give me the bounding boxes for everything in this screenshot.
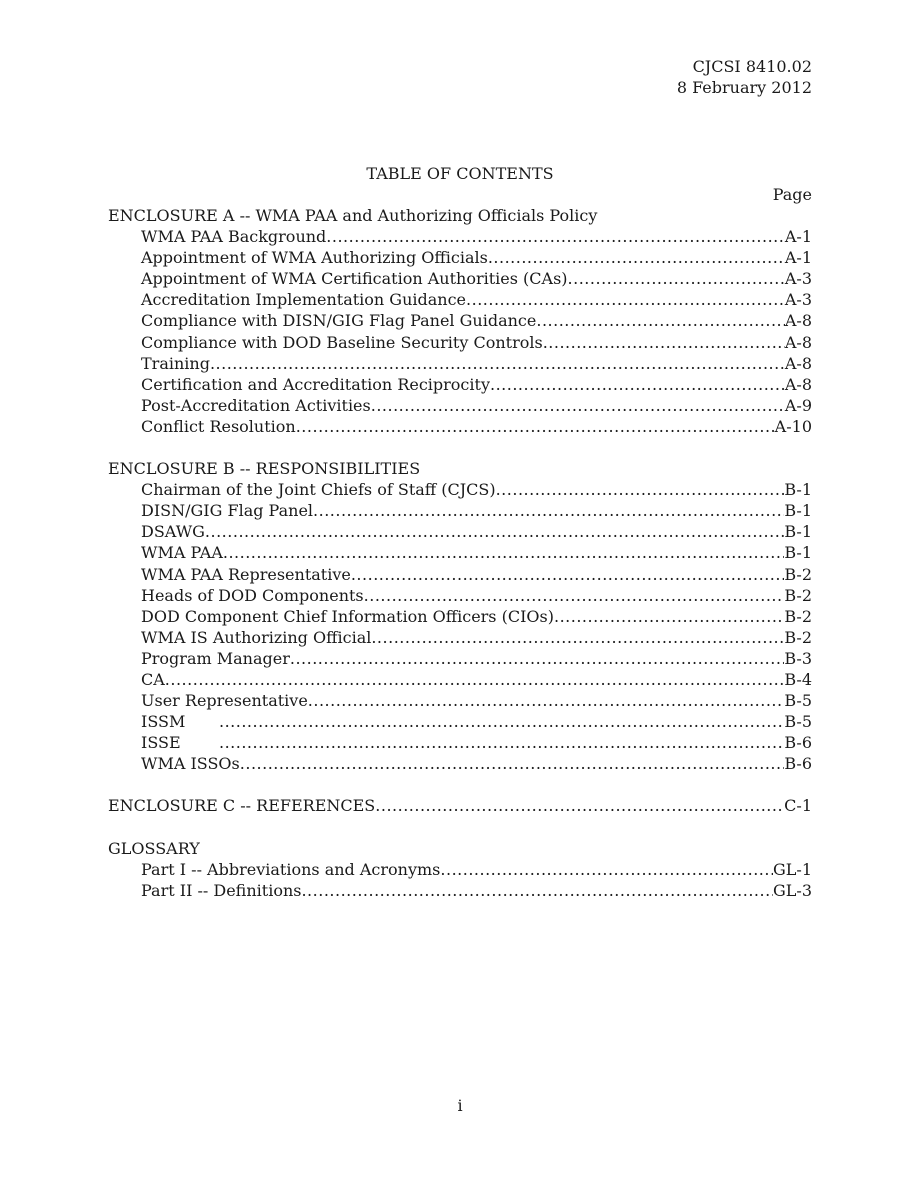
- entry-title: Appointment of WMA Certification Authorities (CAs): [141, 269, 568, 289]
- page-column-label: Page: [772, 185, 812, 204]
- dot-leader: [496, 479, 785, 500]
- entry-title: Program Manager: [141, 648, 290, 668]
- entry-page: B-5: [784, 712, 812, 732]
- toc-entry[interactable]: [108, 795, 812, 816]
- entry-page: B-2: [784, 585, 812, 605]
- section-heading: ENCLOSURE B -- RESPONSIBILITIES: [108, 459, 421, 479]
- dot-leader: [296, 416, 775, 437]
- document-id: CJCSI 8410.02: [692, 57, 812, 76]
- dot-leader: [290, 648, 785, 669]
- dot-leader: [240, 753, 785, 774]
- toc-entry[interactable]: [108, 416, 812, 437]
- section-heading: ENCLOSURE A -- WMA PAA and Authorizing Officials Policy: [108, 206, 598, 225]
- toc-entry[interactable]: [108, 479, 812, 500]
- dot-leader: [364, 585, 785, 606]
- entry-title: Certification and Accreditation Reciprocity: [141, 374, 490, 394]
- toc-title: TABLE OF CONTENTS: [366, 164, 554, 183]
- toc-entry[interactable]: [108, 859, 812, 880]
- entry-title: WMA PAA Representative: [141, 564, 351, 584]
- entry-title: Chairman of the Joint Chiefs of Staff (CJCS): [141, 480, 496, 500]
- dot-leader: [371, 627, 784, 648]
- entry-page: B-6: [784, 754, 812, 774]
- toc-entry[interactable]: [108, 310, 812, 331]
- page-number: i: [457, 1096, 463, 1115]
- dot-leader: [490, 374, 785, 395]
- entry-page: GL-1: [773, 859, 812, 879]
- section-enclosure-a: [108, 205, 812, 437]
- entry-page: B-5: [784, 691, 812, 711]
- section-glossary: [108, 838, 812, 901]
- dot-leader: [219, 711, 784, 732]
- entry-page: GL-3: [773, 880, 812, 900]
- entry-page: B-2: [784, 606, 812, 626]
- entry-title: Accreditation Implementation Guidance: [141, 290, 467, 310]
- dot-leader: [375, 795, 784, 816]
- toc-entry[interactable]: [108, 880, 812, 901]
- dot-leader: [568, 268, 785, 289]
- entry-title: WMA ISSOs: [141, 754, 240, 774]
- entry-page: A-9: [784, 395, 812, 415]
- toc-entry[interactable]: [108, 395, 812, 416]
- entry-title: Post-Accreditation Activities: [141, 395, 371, 415]
- document-date: 8 February 2012: [676, 78, 812, 97]
- toc-entry[interactable]: [108, 711, 812, 732]
- dot-leader: [313, 500, 784, 521]
- dot-leader: [466, 289, 785, 310]
- toc-entry[interactable]: [108, 247, 812, 268]
- entry-title: CA: [141, 669, 165, 689]
- toc-entry[interactable]: [108, 753, 812, 774]
- entry-page: A-1: [784, 227, 812, 247]
- section-heading: GLOSSARY: [108, 838, 200, 858]
- entry-page: B-1: [784, 480, 812, 500]
- entry-page: B-6: [784, 733, 812, 753]
- entry-page: A-10: [774, 416, 812, 436]
- entry-page: B-1: [784, 501, 812, 521]
- toc-entry[interactable]: [108, 226, 812, 247]
- dot-leader: [326, 226, 785, 247]
- entry-page: B-4: [784, 669, 812, 689]
- dot-leader: [440, 859, 773, 880]
- dot-leader: [371, 395, 785, 416]
- dot-leader: [351, 564, 785, 585]
- entry-title: Compliance with DISN/GIG Flag Panel Guidance: [141, 311, 537, 331]
- entry-title: ENCLOSURE C -- REFERENCES: [108, 796, 376, 816]
- toc-entry[interactable]: [108, 585, 812, 606]
- entry-title: Appointment of WMA Authorizing Officials: [141, 248, 488, 268]
- entry-page: A-8: [784, 374, 812, 394]
- toc-entry[interactable]: [108, 669, 812, 690]
- toc-entry[interactable]: [108, 374, 812, 395]
- entry-page: C-1: [784, 796, 812, 816]
- table-of-contents: [108, 205, 812, 922]
- entry-page: B-3: [784, 648, 812, 668]
- dot-leader: [223, 542, 784, 563]
- dot-leader: [301, 880, 773, 901]
- entry-title: Training: [141, 353, 210, 373]
- entry-page: A-1: [784, 248, 812, 268]
- toc-entry[interactable]: [108, 521, 812, 542]
- entry-title: WMA PAA: [141, 543, 223, 563]
- dot-leader: [536, 310, 785, 331]
- entry-page: B-1: [784, 543, 812, 563]
- toc-entry[interactable]: [108, 500, 812, 521]
- entry-title: Compliance with DOD Baseline Security Controls: [141, 332, 543, 352]
- toc-entry[interactable]: [108, 353, 812, 374]
- entry-title: DISN/GIG Flag Panel: [141, 501, 314, 521]
- entry-title: DOD Component Chief Information Officers (CIOs): [141, 606, 554, 626]
- toc-entry[interactable]: [108, 648, 812, 669]
- toc-entry[interactable]: [108, 732, 812, 753]
- dot-leader: [488, 247, 785, 268]
- toc-entry[interactable]: [108, 332, 812, 353]
- entry-title: User Representative: [141, 691, 308, 711]
- entry-title: Part I -- Abbreviations and Acronyms: [141, 859, 441, 879]
- entry-page: A-8: [784, 311, 812, 331]
- entry-title: WMA IS Authorizing Official: [141, 627, 372, 647]
- entry-title: Conflict Resolution: [141, 416, 296, 436]
- entry-page: A-8: [784, 353, 812, 373]
- toc-entry[interactable]: [108, 606, 812, 627]
- dot-leader: [543, 332, 785, 353]
- toc-entry[interactable]: [108, 289, 812, 310]
- dot-leader: [308, 690, 785, 711]
- section-enclosure-b: [108, 458, 812, 774]
- toc-entry[interactable]: [108, 542, 812, 563]
- dot-leader: [165, 669, 785, 690]
- entry-page: B-2: [784, 564, 812, 584]
- entry-title: DSAWG: [141, 522, 205, 542]
- toc-entry[interactable]: [108, 268, 812, 289]
- dot-leader: [205, 521, 784, 542]
- entry-title: ISSM: [141, 712, 186, 732]
- entry-page: A-3: [784, 269, 812, 289]
- entry-title: Heads of DOD Components: [141, 585, 364, 605]
- toc-entry[interactable]: [108, 564, 812, 585]
- entry-page: B-2: [784, 627, 812, 647]
- dot-leader: [554, 606, 784, 627]
- entry-title: ISSE: [141, 733, 181, 753]
- toc-entry[interactable]: [108, 627, 812, 648]
- section-enclosure-c: [108, 795, 812, 816]
- entry-page: A-8: [784, 332, 812, 352]
- entry-page: B-1: [784, 522, 812, 542]
- entry-title: Part II -- Definitions: [141, 880, 302, 900]
- entry-title: WMA PAA Background: [141, 227, 327, 247]
- entry-page: A-3: [784, 290, 812, 310]
- dot-leader: [219, 732, 784, 753]
- dot-leader: [210, 353, 785, 374]
- toc-entry[interactable]: [108, 690, 812, 711]
